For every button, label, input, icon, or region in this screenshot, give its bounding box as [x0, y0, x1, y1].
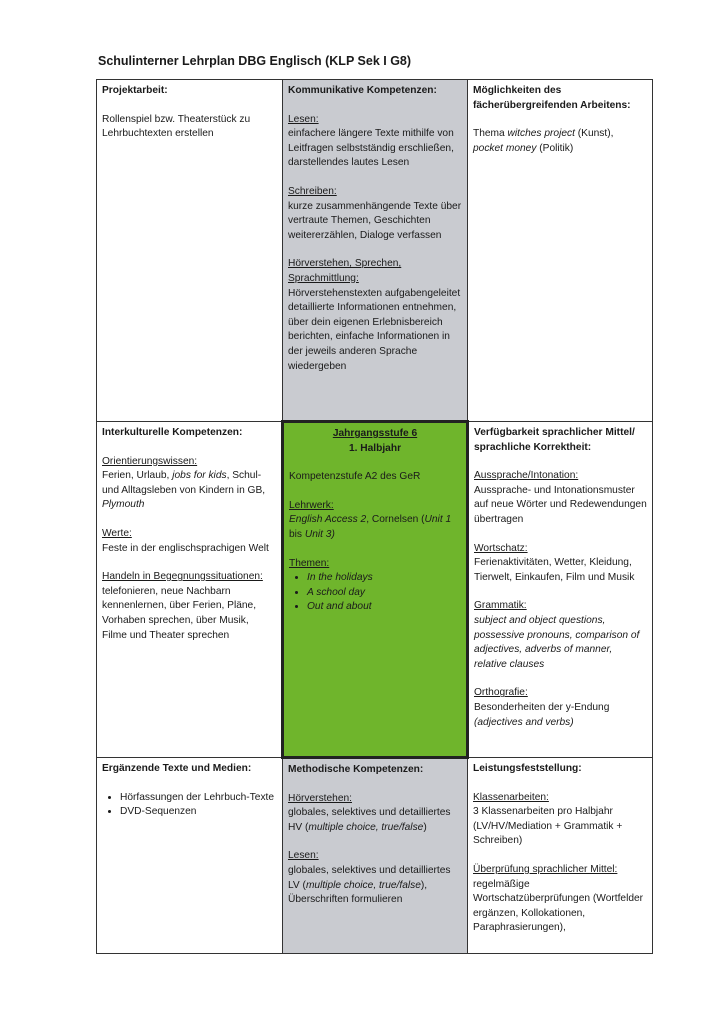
methodische-kompetenzen-cell [283, 758, 468, 954]
cell-heading: Interkulturelle Kompetenzen: [102, 427, 243, 438]
section-text: Feste in der englischsprachigen Welt [102, 542, 269, 554]
section-label: Werte: [102, 527, 132, 539]
section-label: Überprüfung sprachlicher Mittel: [473, 863, 618, 875]
list-item: • Hörfassungen der Lehrbuch-Texte [120, 791, 277, 806]
section-label: Orthografie: [474, 687, 528, 699]
interkulturelle-kompetenzen-cell [97, 422, 283, 758]
sprachliche-mittel-cell [468, 422, 653, 758]
jahrgangsstufe-cell [283, 422, 468, 758]
section-text: globales, selektives und detailliertes LV (multiple choice, true/false), Überschriften formulieren [288, 864, 451, 906]
section-label: Lehrwerk: [289, 499, 334, 511]
section-text: Aussprache- und Intonationsmuster auf neue Wörter und Redewendungen übertragen [474, 484, 647, 525]
cell-heading: Leistungsfeststellung: [473, 763, 582, 774]
section-label: Lesen: [288, 113, 319, 125]
section-text: (adjectives and verbs) [474, 716, 574, 728]
section-label: Klassenarbeiten: [473, 791, 549, 803]
section-label: Hörverstehen: [288, 792, 352, 804]
section-text: Ferien, Urlaub, jobs for kids, Schul- und Alltagsleben von Kindern in GB, Plymouth [102, 470, 266, 511]
cell-heading: Verfügbarkeit sprachlicher Mittel/ sprachliche Korrektheit: [474, 427, 635, 453]
section-label: Grammatik: [474, 600, 527, 612]
kompetenzstufe-text: Kompetenzstufe A2 des GeR [289, 471, 421, 483]
list-item: • DVD-Sequenzen [120, 805, 277, 820]
cell-heading: Kommunikative Kompetenzen: [288, 85, 437, 96]
medien-list [102, 791, 277, 820]
section-text: Ferienaktivitäten, Wetter, Kleidung, Tierwelt, Einkaufen, Film und Musik [474, 557, 635, 583]
ergaenzende-texte-cell [97, 758, 283, 954]
halbjahr-label: 1. Halbjahr [348, 442, 402, 454]
projektarbeit-cell [97, 80, 283, 422]
faecheruebergreifend-cell [468, 80, 653, 422]
section-text: globales, selektives und detailliertes HV (multiple choice, true/false) [288, 807, 451, 833]
section-text: regelmäßige Wortschatzüberprüfungen (Wortfelder ergänzen, Kollokationen, Paraphrasierungen), [473, 878, 644, 934]
section-label: Aussprache/Intonation: [474, 470, 579, 482]
lehrwerk-text: English Access 2, Cornelsen (Unit 1 bis Unit 3) [289, 514, 452, 540]
section-text: kurze zusammenhängende Texte über vertraute Themen, Geschichten weitererzählen, Dialoge verfassen [288, 200, 462, 241]
cell-text: pocket money (Politik) [473, 142, 574, 154]
section-label: Themen: [289, 557, 330, 569]
section-label: Schreiben: [288, 185, 337, 197]
cell-text: Thema witches project (Kunst), [473, 128, 614, 140]
table-row [97, 80, 653, 422]
section-text: subject and object questions, possessive pronouns, comparison of adjectives, adverbs of manner, relative clauses [474, 614, 640, 670]
leistungsfeststellung-cell [468, 758, 653, 954]
section-text: 3 Klassenarbeiten pro Halbjahr (LV/HV/Mediation + Grammatik + Schreiben) [473, 806, 623, 847]
section-label: Hörverstehen, Sprechen, Sprachmittlung: [288, 258, 402, 284]
cell-heading: Möglichkeiten des fächerübergreifenden Arbeitens: [473, 85, 631, 111]
section-label: Handeln in Begegnungssituationen: [102, 571, 263, 583]
table-row [97, 422, 653, 758]
section-text: einfachere längere Texte mithilfe von Leitfragen selbstständig erschließen, darstellendes lautes Lesen [288, 128, 454, 169]
section-text: telefonieren, neue Nachbarn kennenlernen, über Ferien, Pläne, Vorhaben sprechen, über Musik, Filme und Theater sprechen [102, 585, 257, 641]
cell-text: Rollenspiel bzw. Theaterstück zu Lehrbuchtexten erstellen [102, 113, 251, 140]
section-label: Wortschatz: [474, 542, 528, 554]
jahrgang-label: Jahrgangsstufe 6 [332, 428, 418, 439]
list-item: • A school day [307, 586, 461, 601]
cell-heading: Projektarbeit: [102, 85, 168, 96]
section-label: Lesen: [288, 850, 319, 862]
cell-heading: Methodische Kompetenzen: [288, 764, 424, 775]
themen-list [289, 571, 461, 615]
section-text: Besonderheiten der y-Endung [474, 701, 610, 713]
document-title: Schulinterner Lehrplan DBG Englisch (KLP Sek I G8) [98, 54, 412, 68]
kommunikative-kompetenzen-cell [283, 80, 468, 422]
curriculum-table [96, 79, 653, 954]
list-item: • In the holidays [307, 571, 461, 586]
section-text: Hörverstehenstexten aufgabengeleitet detaillierte Informationen entnehmen, über dein eigenen Erlebnisbereich berichten, einfache Informationen in der jeweils anderen Sprache wiedergeben [288, 287, 461, 372]
cell-heading: Ergänzende Texte und Medien: [102, 763, 252, 774]
table-row [97, 758, 653, 954]
list-item: • Out and about [307, 600, 461, 615]
section-label: Orientierungswissen: [102, 455, 198, 467]
